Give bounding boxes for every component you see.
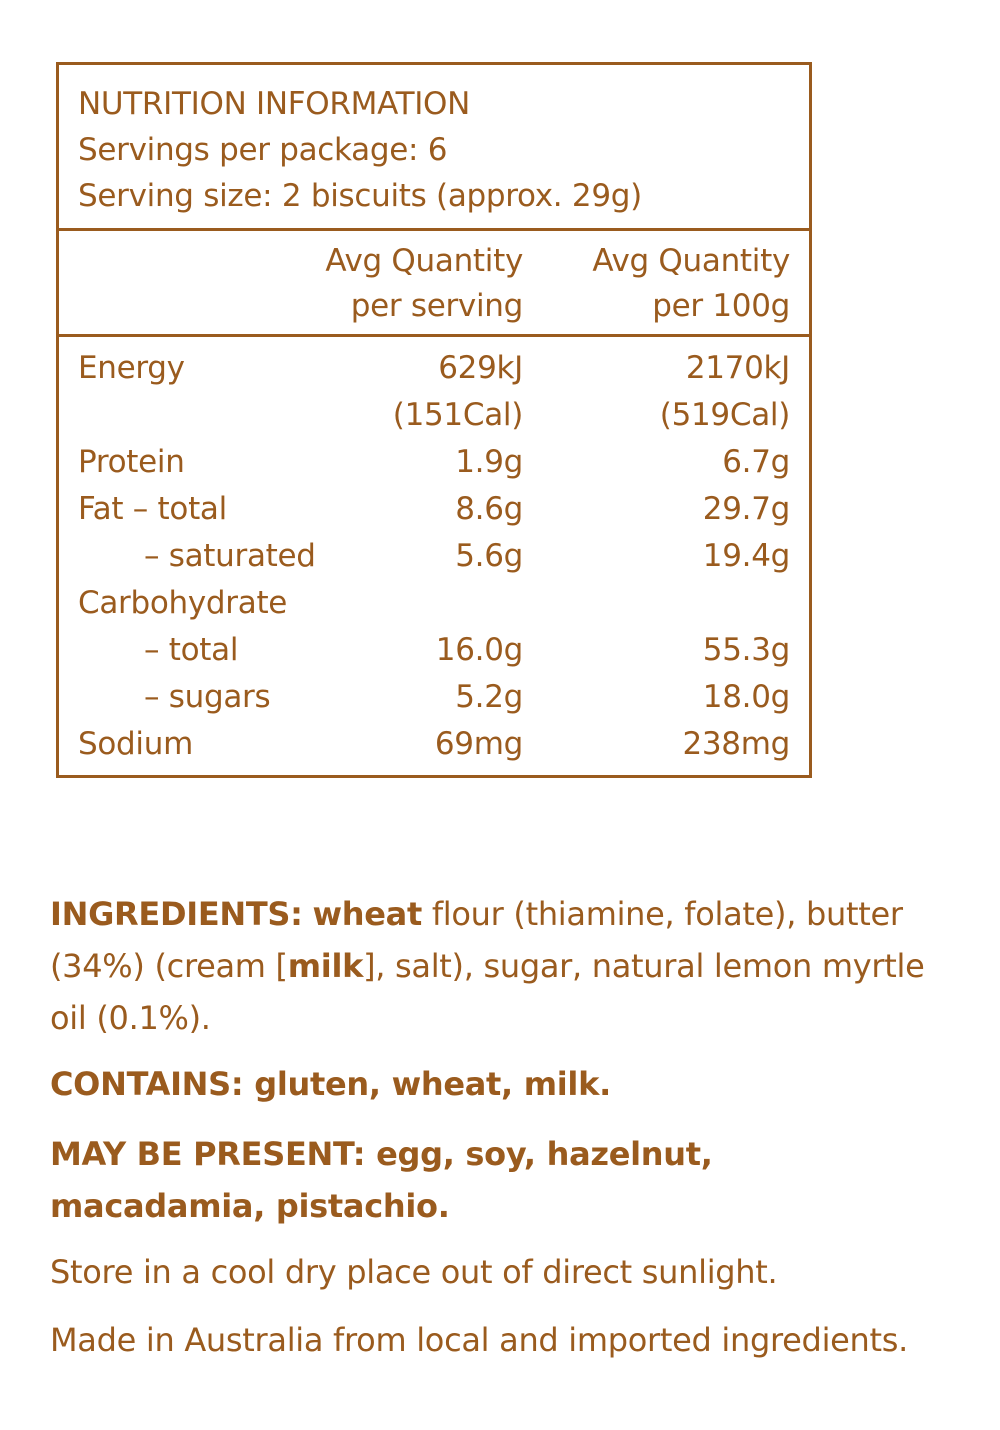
row-value-100g: 6.7g <box>722 444 790 480</box>
ingredients-part2: ], salt), sugar, natural lemon myrtle oil (0.1%). <box>50 947 925 1037</box>
row-value-100g: 18.0g <box>702 679 790 715</box>
table-row <box>59 439 809 486</box>
row-value-serving: 8.6g <box>455 491 523 527</box>
nutrition-title: NUTRITION INFORMATION <box>78 86 471 122</box>
storage-instructions: Store in a cool dry place out of direct sunlight. <box>50 1253 778 1291</box>
row-label: – total <box>144 632 239 668</box>
table-row <box>59 721 809 768</box>
row-label: – saturated <box>144 538 316 574</box>
table-row <box>59 392 809 439</box>
table-row <box>59 627 809 674</box>
row-label: Sodium <box>78 726 193 762</box>
table-row <box>59 486 809 533</box>
row-value-serving: 69mg <box>434 726 523 762</box>
row-value-100g: 19.4g <box>702 538 790 574</box>
column-per-serving <box>325 239 523 329</box>
table-row <box>59 533 809 580</box>
contains-text: CONTAINS: gluten, wheat, milk. <box>50 1065 611 1103</box>
table-row <box>59 580 809 627</box>
ingredients-label: INGREDIENTS: <box>50 895 303 933</box>
nutrition-panel <box>56 62 812 778</box>
row-label: Protein <box>78 444 185 480</box>
may-be-present-line1: MAY BE PRESENT: egg, soy, hazelnut, <box>50 1135 713 1173</box>
country-of-origin: Made in Australia from local and imported ingredients. <box>50 1321 909 1359</box>
column-per-100g-line2: per 100g <box>652 288 790 324</box>
may-be-present-line2: macadamia, pistachio. <box>50 1187 450 1225</box>
ingredients-part1: flour (thiamine, folate), butter (34%) (cream [ <box>50 895 903 985</box>
column-per-serving-line1: Avg Quantity <box>325 243 523 279</box>
servings-per-package: Servings per package: 6 <box>78 132 448 168</box>
row-value-100g: 55.3g <box>702 632 790 668</box>
column-per-100g-line1: Avg Quantity <box>592 243 790 279</box>
allergen-wheat: wheat <box>312 895 422 933</box>
allergen-milk: milk <box>287 947 364 985</box>
may-be-present-statement <box>50 1128 970 1232</box>
column-per-serving-line2: per serving <box>350 288 523 324</box>
column-per-100g <box>592 239 790 329</box>
contains-statement <box>50 1058 970 1110</box>
row-label: Carbohydrate <box>78 585 288 621</box>
row-value-serving: 629kJ <box>438 350 523 386</box>
row-value-100g: 29.7g <box>702 491 790 527</box>
nutrition-header <box>59 65 809 231</box>
row-label: Energy <box>78 350 185 386</box>
row-value-100g: (519Cal) <box>659 397 790 433</box>
row-value-serving: (151Cal) <box>392 397 523 433</box>
row-label: Fat – total <box>78 491 227 527</box>
row-value-100g: 2170kJ <box>685 350 790 386</box>
table-row <box>59 345 809 392</box>
row-value-serving: 1.9g <box>455 444 523 480</box>
row-value-serving: 5.6g <box>455 538 523 574</box>
column-headers <box>59 231 809 337</box>
serving-size: Serving size: 2 biscuits (approx. 29g) <box>78 178 642 214</box>
row-value-serving: 5.2g <box>455 679 523 715</box>
ingredients-text <box>50 888 970 1044</box>
row-value-100g: 238mg <box>682 726 790 762</box>
nutrition-rows <box>59 345 809 768</box>
row-value-serving: 16.0g <box>435 632 523 668</box>
row-label: – sugars <box>144 679 271 715</box>
table-row <box>59 674 809 721</box>
